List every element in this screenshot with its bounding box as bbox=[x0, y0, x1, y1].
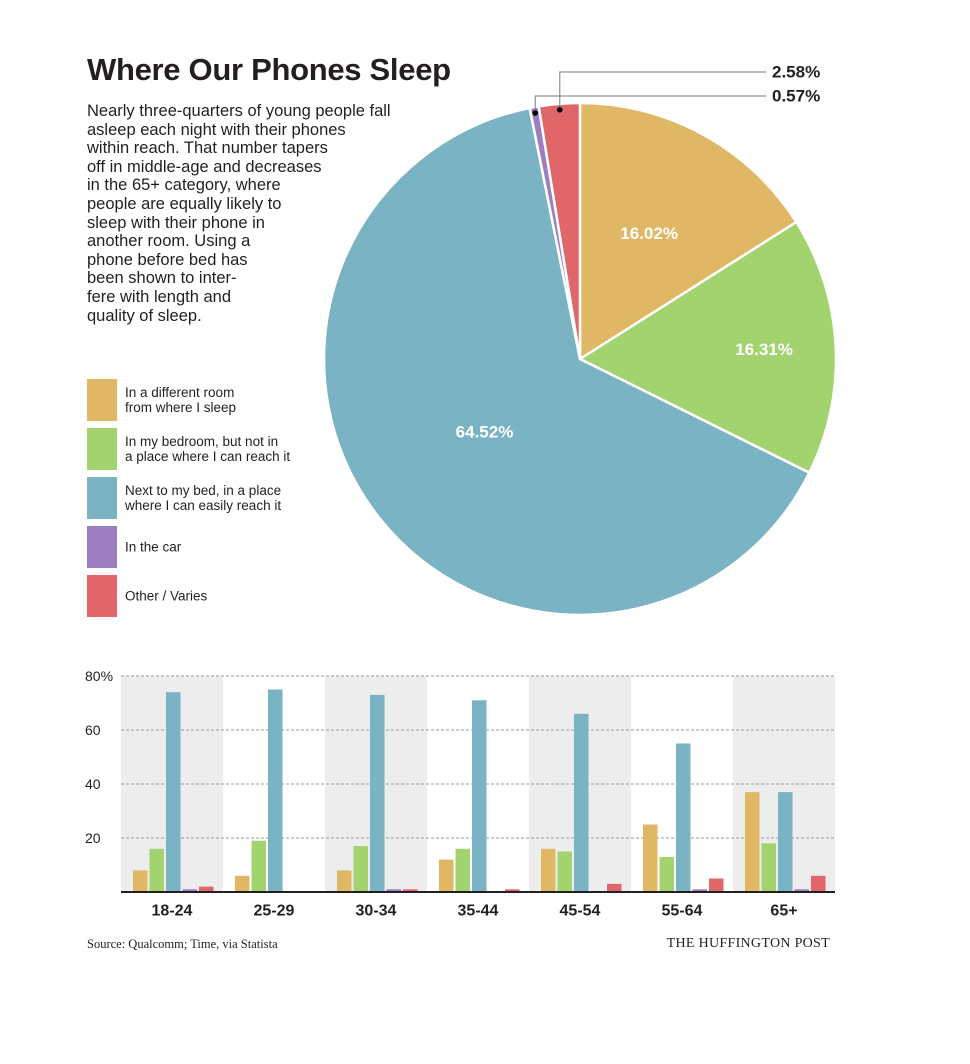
legend-label: Next to my bed, in a place where I can easily reach it bbox=[125, 483, 282, 513]
bar-45-54-in-a-different-room-from-where-i-sleep bbox=[541, 849, 556, 892]
bar-55-64-in-my-bedroom-but-not-in-a-place-where-i-can-reach-it bbox=[660, 857, 675, 892]
x-category-label: 18-24 bbox=[151, 902, 193, 920]
pie-slice-label: 16.31% bbox=[735, 339, 793, 359]
legend-label: Other / Varies bbox=[125, 588, 208, 604]
bar-35-44-in-my-bedroom-but-not-in-a-place-where-i-can-reach-it bbox=[456, 849, 471, 892]
y-tick-label: 40 bbox=[85, 776, 101, 792]
legend-label: In my bedroom, but not in a place where I can reach it bbox=[125, 434, 291, 464]
y-tick-label: 20 bbox=[85, 830, 101, 846]
bar-55-64-other-varies bbox=[709, 879, 724, 893]
source-note: Source: Qualcomm; Time, via Statista bbox=[87, 937, 278, 951]
publisher-credit: THE HUFFINGTON POST bbox=[666, 936, 830, 951]
pie-slice-label: 64.52% bbox=[455, 422, 514, 442]
bar-18-24-next-to-my-bed-in-a-place-where-i-can-easily-reach-it bbox=[166, 692, 181, 892]
bar-55-64-next-to-my-bed-in-a-place-where-i-can-easily-reach-it bbox=[676, 744, 691, 893]
bar-45-54-other-varies bbox=[607, 884, 622, 892]
bar-65-other-varies bbox=[811, 876, 826, 892]
legend-label: In the car bbox=[125, 539, 182, 555]
bar-65-in-my-bedroom-but-not-in-a-place-where-i-can-reach-it bbox=[762, 843, 777, 892]
x-category-label: 35-44 bbox=[457, 902, 499, 920]
bar-65-in-a-different-room-from-where-i-sleep bbox=[745, 792, 760, 892]
pie-callout-label: 2.58% bbox=[772, 62, 821, 82]
bar-25-29-next-to-my-bed-in-a-place-where-i-can-easily-reach-it bbox=[268, 690, 283, 893]
bar-65-next-to-my-bed-in-a-place-where-i-can-easily-reach-it bbox=[778, 792, 793, 892]
bar-30-34-in-a-different-room-from-where-i-sleep bbox=[337, 870, 352, 892]
bar-18-24-in-my-bedroom-but-not-in-a-place-where-i-can-reach-it bbox=[150, 849, 165, 892]
bar-25-29-in-my-bedroom-but-not-in-a-place-where-i-can-reach-it bbox=[252, 841, 267, 892]
x-category-label: 65+ bbox=[770, 902, 798, 920]
legend-label: In a different room from where I sleep bbox=[125, 385, 237, 415]
y-tick-label: 60 bbox=[85, 722, 101, 738]
bar-35-44-next-to-my-bed-in-a-place-where-i-can-easily-reach-it bbox=[472, 700, 487, 892]
x-category-label: 45-54 bbox=[559, 902, 601, 920]
x-category-label: 25-29 bbox=[253, 902, 295, 920]
bar-55-64-in-a-different-room-from-where-i-sleep bbox=[643, 825, 658, 893]
y-tick-label: 80% bbox=[85, 668, 114, 684]
x-category-label: 30-34 bbox=[355, 902, 397, 920]
bar-30-34-next-to-my-bed-in-a-place-where-i-can-easily-reach-it bbox=[370, 695, 385, 892]
bar-45-54-in-my-bedroom-but-not-in-a-place-where-i-can-reach-it bbox=[558, 852, 573, 893]
pie-callout-label: 0.57% bbox=[772, 86, 821, 106]
bar-35-44-in-a-different-room-from-where-i-sleep bbox=[439, 860, 454, 892]
pie-slice-label: 16.02% bbox=[620, 223, 678, 243]
bar-18-24-in-a-different-room-from-where-i-sleep bbox=[133, 870, 148, 892]
bar-25-29-in-a-different-room-from-where-i-sleep bbox=[235, 876, 250, 892]
x-category-label: 55-64 bbox=[661, 902, 703, 920]
chart-title: Where Our Phones Sleep bbox=[87, 52, 451, 87]
bar-45-54-next-to-my-bed-in-a-place-where-i-can-easily-reach-it bbox=[574, 714, 589, 892]
intro-text: Nearly three-quarters of young people fall asleep each night with their phones within reach. That number tapers off in middle-age and decreases in the 65+ category, where people are equally likely to sleep with their phone in another room. Using a phone before bed has been shown to inter- fere with length and quality of sleep. bbox=[87, 102, 391, 325]
bar-30-34-in-my-bedroom-but-not-in-a-place-where-i-can-reach-it bbox=[354, 846, 369, 892]
